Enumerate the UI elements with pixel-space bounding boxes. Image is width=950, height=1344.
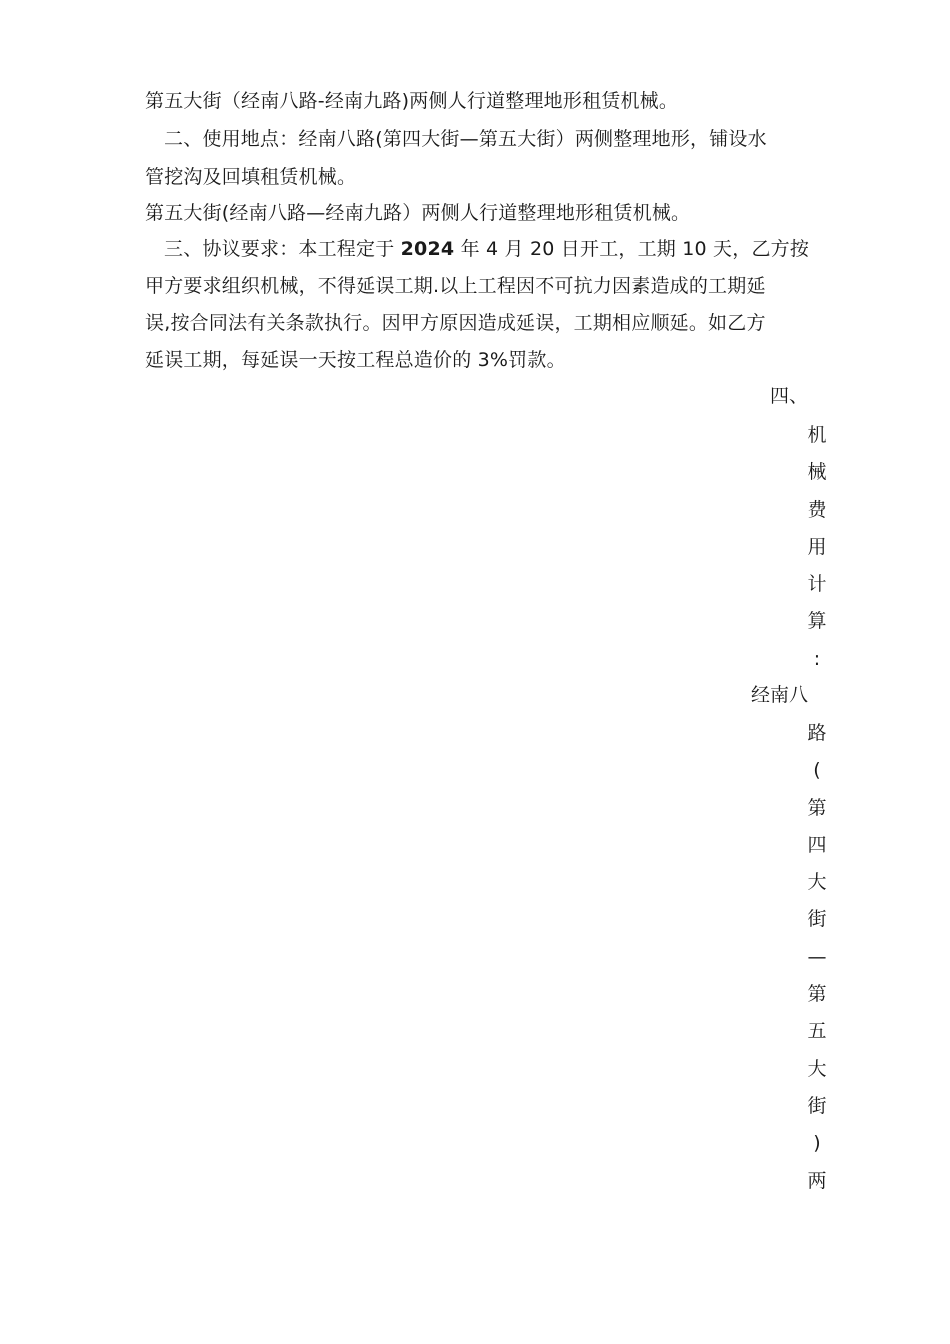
section-four-vertical-char: 械 (807, 461, 827, 484)
paragraph-line-5 (164, 236, 809, 262)
road-vertical-char: 大 (807, 1057, 827, 1080)
road-vertical-char: ( (813, 759, 821, 782)
road-vertical-char: 四 (807, 833, 827, 856)
line5-year: 2024 (400, 238, 455, 260)
road-vertical-char: 两 (807, 1169, 827, 1192)
road-label: 经南八 (751, 684, 809, 706)
paragraph-line-7: 误,按合同法有关条款执行。因甲方原因造成延误，工期相应顺延。如乙方 (145, 312, 766, 334)
section-four-vertical-char: 用 (807, 535, 827, 558)
road-vertical-char: 路 (807, 722, 827, 744)
section-four-vertical-char: 机 (807, 424, 827, 446)
road-vertical-char: 街 (807, 908, 827, 931)
paragraph-line-8: 延误工期，每延误一天按工程总造价的 3%罚款。 (145, 349, 566, 371)
section-four-vertical-char: 计 (807, 573, 827, 596)
line5-suffix: 年 4 月 20 日开工，工期 10 天，乙方按 (454, 238, 810, 260)
paragraph-line-2: 二、使用地点：经南八路(第四大街—第五大街）两侧整理地形，铺设水 (164, 128, 767, 150)
section-four-vertical-title (806, 422, 828, 683)
line5-prefix: 三、协议要求：本工程定于 (164, 238, 401, 260)
road-vertical-char: 大 (807, 871, 827, 894)
road-vertical-char: 第 (807, 796, 827, 819)
road-vertical-char: — (807, 945, 827, 968)
road-vertical-char: 街 (807, 1094, 827, 1117)
road-vertical-char: 第 (807, 983, 827, 1006)
paragraph-line-1: 第五大街（经南八路-经南九路)两侧人行道整理地形租赁机械。 (145, 90, 679, 112)
road-vertical-char: ) (813, 1132, 821, 1155)
paragraph-line-3: 管挖沟及回填租赁机械。 (145, 166, 357, 188)
road-vertical-text (806, 720, 828, 1205)
paragraph-line-6: 甲方要求组织机械，不得延误工期.以上工程因不可抗力因素造成的工期延 (145, 275, 766, 297)
road-vertical-char: 五 (807, 1020, 827, 1043)
paragraph-line-4: 第五大街(经南八路—经南九路）两侧人行道整理地形租赁机械。 (145, 202, 691, 224)
section-four-heading: 四、 (770, 385, 809, 407)
section-four-vertical-char: 费 (807, 498, 827, 521)
section-four-vertical-char: : (813, 647, 821, 670)
section-four-vertical-char: 算 (807, 610, 827, 633)
